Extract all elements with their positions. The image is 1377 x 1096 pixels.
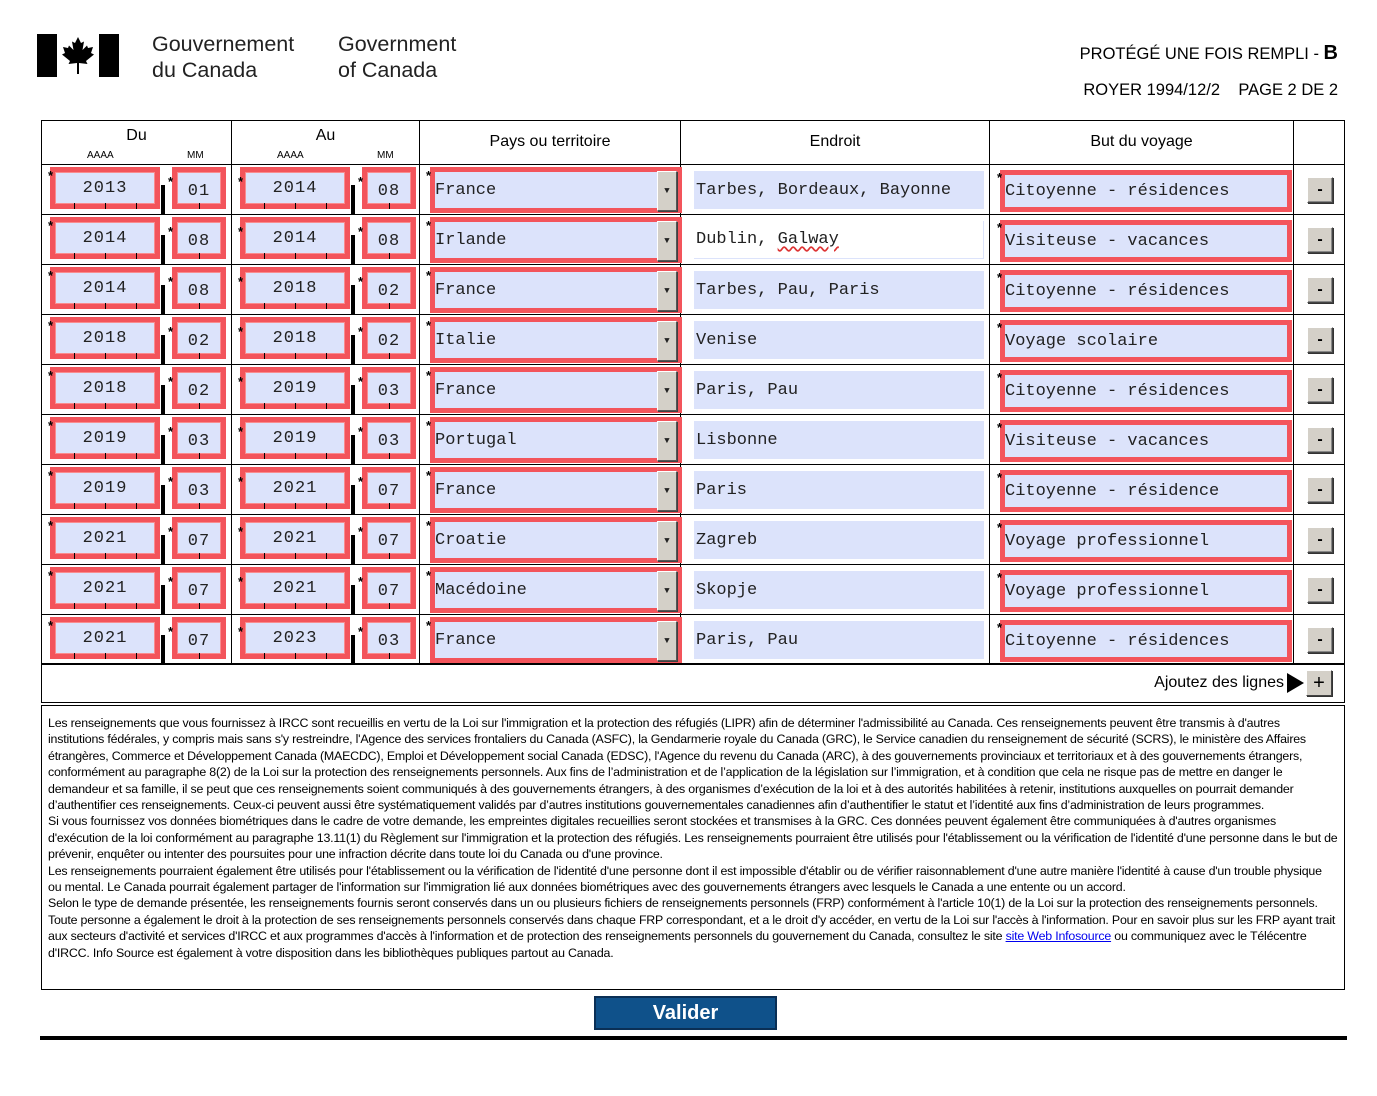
- to-year-value: 2019: [272, 378, 318, 398]
- header-from-month-sub: MM: [187, 150, 204, 161]
- required-marker: *: [168, 524, 174, 539]
- purpose-input[interactable]: [1000, 370, 1292, 412]
- header-place-label: Endroit: [809, 133, 861, 150]
- from-month-value: 07: [187, 531, 211, 551]
- to-year-input[interactable]: [240, 417, 350, 459]
- purpose-value: Citoyenne - résidences: [1005, 181, 1230, 201]
- table-row: [42, 265, 1344, 315]
- from-year-input[interactable]: [50, 467, 160, 509]
- flag-bar-right: [99, 34, 119, 77]
- header-to-month-sub: MM: [377, 150, 394, 161]
- remove-row-button[interactable]: -: [1307, 477, 1333, 503]
- from-month-value: 03: [187, 481, 211, 501]
- table-body: [42, 165, 1344, 665]
- date-separator: [161, 435, 165, 465]
- country-select[interactable]: [430, 617, 682, 663]
- required-marker: *: [426, 618, 432, 633]
- required-marker: *: [426, 468, 432, 483]
- to-month-value: 08: [377, 181, 401, 201]
- remove-row-button[interactable]: -: [1307, 177, 1333, 203]
- from-month-input[interactable]: [172, 617, 226, 659]
- to-month-input[interactable]: [362, 517, 416, 559]
- from-month-value: 03: [187, 431, 211, 451]
- required-marker: *: [168, 174, 174, 189]
- flag-bar-left: [37, 34, 57, 77]
- date-separator: [351, 235, 355, 265]
- to-year-input[interactable]: [240, 367, 350, 409]
- date-separator: [161, 485, 165, 515]
- from-year-input[interactable]: [50, 217, 160, 259]
- notice-paragraph-4: [48, 895, 1338, 961]
- required-marker: *: [168, 274, 174, 289]
- date-separator: [351, 535, 355, 565]
- place-input[interactable]: [694, 371, 984, 409]
- required-marker: *: [238, 574, 244, 589]
- required-marker: *: [168, 574, 174, 589]
- dropdown-arrow-icon[interactable]: ▼: [657, 521, 677, 561]
- dropdown-arrow-icon[interactable]: ▼: [657, 221, 677, 261]
- place-input[interactable]: [694, 521, 984, 559]
- from-year-value: 2019: [82, 428, 128, 448]
- to-year-input[interactable]: [240, 617, 350, 659]
- purpose-input[interactable]: [1000, 170, 1292, 212]
- place-input[interactable]: [694, 171, 984, 209]
- maple-leaf-icon: [62, 37, 94, 74]
- to-month-input[interactable]: [362, 467, 416, 509]
- required-marker: *: [426, 218, 432, 233]
- required-marker: *: [48, 268, 54, 283]
- purpose-value: Citoyenne - résidences: [1005, 281, 1230, 301]
- purpose-value: Voyage professionnel: [1005, 581, 1210, 601]
- required-marker: *: [48, 518, 54, 533]
- from-year-value: 2013: [82, 178, 128, 198]
- required-marker: *: [358, 624, 364, 639]
- place-input[interactable]: [694, 421, 984, 459]
- required-marker: *: [168, 424, 174, 439]
- from-month-value: 08: [187, 231, 211, 251]
- to-year-input[interactable]: [240, 217, 350, 259]
- add-row-button[interactable]: +: [1306, 670, 1332, 696]
- from-year-value: 2021: [82, 628, 128, 648]
- required-marker: *: [168, 624, 174, 639]
- required-marker: *: [997, 520, 1003, 535]
- header-country: [420, 121, 681, 164]
- travel-history-table: [41, 120, 1345, 703]
- header-to-year-sub: AAAA: [277, 150, 304, 161]
- country-select[interactable]: [430, 317, 682, 363]
- from-year-value: 2014: [82, 228, 128, 248]
- to-month-input[interactable]: [362, 167, 416, 209]
- place-value: Paris, Pau: [696, 630, 799, 650]
- table-row: [42, 165, 1344, 215]
- header-to-label: Au: [315, 127, 336, 144]
- to-month-value: 07: [377, 581, 401, 601]
- required-marker: *: [358, 174, 364, 189]
- from-month-input[interactable]: [172, 267, 226, 309]
- country-value: France: [435, 480, 497, 500]
- table-row: [42, 465, 1344, 515]
- required-marker: *: [997, 170, 1003, 185]
- required-marker: *: [168, 374, 174, 389]
- header-country-label: Pays ou territoire: [489, 133, 611, 150]
- header-from: [42, 121, 232, 164]
- date-separator: [161, 535, 165, 565]
- country-select[interactable]: [430, 367, 682, 413]
- to-year-value: 2018: [272, 278, 318, 298]
- date-separator: [351, 635, 355, 665]
- dropdown-arrow-icon[interactable]: ▼: [657, 271, 677, 311]
- to-month-value: 02: [377, 281, 401, 301]
- required-marker: *: [997, 420, 1003, 435]
- protection-label: PROTÉGÉ UNE FOIS REMPLI -: [1079, 45, 1324, 63]
- notice-paragraph-3: Les renseignements pourraient également être utilisés pour l'établissement ou la vérification de l'identité d'une personne dont il est impossible d'établir ou de vérifier raisonnablement d'une autre manière l'identité à cause d'un trouble physique ou mental. Le Canada pourrait également partager de l'information sur l'immigration lié aux données biométriques avec des gouvernements étrangers avec lesquels le Canada a une entente ou un accord.: [48, 863, 1322, 895]
- bottom-divider: [40, 1036, 1347, 1040]
- table-row: [42, 565, 1344, 615]
- country-select[interactable]: [430, 517, 682, 563]
- notice-paragraph-2: Si vous fournissez vos données biométriques dans le cadre de votre demande, les empreintes digitales recueillies seront stockées et transmises à la GRC. Ces données peuvent également être communiquées à d'autres organismes d'exécution de la loi conformément au paragraphe 13.11(1) du Règlement sur l'immigration et la protection des réfugiés. Les renseignements pourraient être utilisés pour l'établissement ou la vérification de l'identité d'une personne dans le but de prévenir, enquêter ou intenter des poursuites pour une infraction décrite dans toute loi du Canada ou d'une province.: [48, 814, 1338, 862]
- to-year-input[interactable]: [240, 567, 350, 609]
- from-month-value: 07: [187, 631, 211, 651]
- arrow-right-icon: [1287, 673, 1304, 693]
- to-month-input[interactable]: [362, 217, 416, 259]
- purpose-input[interactable]: [1000, 570, 1292, 612]
- notice-p4-text-after: ou communiquez avec le Télécentre d'IRCC. Info Source est également à votre disposition dans les bibliothèques publiques partout au Canada.: [48, 929, 1307, 960]
- country-value: Portugal: [435, 430, 517, 450]
- place-input[interactable]: [694, 221, 984, 259]
- purpose-value: Voyage professionnel: [1005, 531, 1210, 551]
- dropdown-arrow-icon[interactable]: ▼: [657, 621, 677, 661]
- government-name-fr: [152, 31, 294, 83]
- to-month-input[interactable]: [362, 317, 416, 359]
- from-year-value: 2021: [82, 578, 128, 598]
- privacy-notice: [41, 705, 1345, 990]
- required-marker: *: [48, 568, 54, 583]
- required-marker: *: [997, 270, 1003, 285]
- country-select[interactable]: [430, 267, 682, 313]
- to-month-value: 02: [377, 331, 401, 351]
- from-year-value: 2021: [82, 528, 128, 548]
- country-value: France: [435, 630, 497, 650]
- date-separator: [351, 285, 355, 315]
- from-year-input[interactable]: [50, 517, 160, 559]
- required-marker: *: [358, 224, 364, 239]
- table-header: [42, 121, 1344, 165]
- to-year-value: 2023: [272, 628, 318, 648]
- to-month-value: 03: [377, 431, 401, 451]
- purpose-value: Visiteuse - vacances: [1005, 431, 1210, 451]
- required-marker: *: [358, 524, 364, 539]
- from-year-input[interactable]: [50, 617, 160, 659]
- table-row: [42, 515, 1344, 565]
- required-marker: *: [48, 318, 54, 333]
- purpose-value: Visiteuse - vacances: [1005, 231, 1210, 251]
- from-month-value: 07: [187, 581, 211, 601]
- place-value: Lisbonne: [696, 430, 778, 450]
- header-purpose-label: But du voyage: [1090, 133, 1193, 150]
- required-marker: *: [358, 274, 364, 289]
- required-marker: *: [997, 470, 1003, 485]
- remove-row-button[interactable]: -: [1307, 577, 1333, 603]
- place-input[interactable]: [694, 621, 984, 659]
- table-row: [42, 365, 1344, 415]
- purpose-input[interactable]: [1000, 420, 1292, 462]
- notice-p4-text: Selon le type de demande présentée, les renseignements fournis seront conservés dans un ou plusieurs fichiers de renseignements personnels (FRP) conformément à l'article 10(1) de la Loi sur la protection des renseignements personnels. Toute personne a également le droit à la protection de ses renseignements personnels conservés dans chaque FRP correspondant, et a le droit d'y accéder, en vertu de la Loi sur l'accès à l'information. Pour en savoir plus sur les FRP ayant trait aux secteurs d'activité et services d'IRCC et aux programmes d'accès à l'information et de protection des renseignements personnels du gouvernement du Canada, consultez le site: [48, 896, 1336, 944]
- table-row: [42, 315, 1344, 365]
- date-separator: [351, 435, 355, 465]
- country-select[interactable]: [430, 467, 682, 513]
- date-separator: [351, 335, 355, 365]
- required-marker: *: [48, 218, 54, 233]
- to-year-input[interactable]: [240, 317, 350, 359]
- from-month-input[interactable]: [172, 417, 226, 459]
- required-marker: *: [426, 268, 432, 283]
- table-row: [42, 415, 1344, 465]
- remove-row-button[interactable]: -: [1307, 227, 1333, 253]
- from-month-value: 01: [187, 181, 211, 201]
- date-separator: [351, 585, 355, 615]
- place-value: Paris, Pau: [696, 380, 799, 400]
- from-month-value: 08: [187, 281, 211, 301]
- place-value: Paris: [696, 480, 748, 500]
- date-separator: [351, 485, 355, 515]
- to-month-input[interactable]: [362, 367, 416, 409]
- from-year-input[interactable]: [50, 367, 160, 409]
- required-marker: *: [48, 168, 54, 183]
- country-value: France: [435, 180, 497, 200]
- to-year-value: 2014: [272, 228, 318, 248]
- remove-row-button[interactable]: -: [1307, 627, 1333, 653]
- from-year-input[interactable]: [50, 167, 160, 209]
- to-year-input[interactable]: [240, 467, 350, 509]
- protection-level: [1080, 42, 1338, 65]
- dropdown-arrow-icon[interactable]: ▼: [657, 571, 677, 611]
- remove-row-button[interactable]: -: [1307, 527, 1333, 553]
- required-marker: *: [238, 474, 244, 489]
- required-marker: *: [168, 324, 174, 339]
- from-year-input[interactable]: [50, 417, 160, 459]
- required-marker: *: [997, 370, 1003, 385]
- required-marker: *: [238, 374, 244, 389]
- country-select[interactable]: [430, 567, 682, 613]
- from-year-value: 2018: [82, 378, 128, 398]
- purpose-value: Citoyenne - résidence: [1005, 481, 1220, 501]
- purpose-input[interactable]: [1000, 320, 1292, 362]
- to-year-value: 2021: [272, 528, 318, 548]
- to-month-input[interactable]: [362, 267, 416, 309]
- purpose-input[interactable]: [1000, 620, 1292, 662]
- required-marker: *: [238, 524, 244, 539]
- date-separator: [161, 635, 165, 665]
- required-marker: *: [426, 518, 432, 533]
- place-value: Tarbes, Bordeaux, Bayonne: [696, 180, 952, 200]
- from-month-input[interactable]: [172, 467, 226, 509]
- header-from-year-sub: AAAA: [87, 150, 114, 161]
- purpose-input[interactable]: [1000, 470, 1292, 512]
- remove-row-button[interactable]: -: [1307, 377, 1333, 403]
- to-year-value: 2018: [272, 328, 318, 348]
- dropdown-arrow-icon[interactable]: ▼: [657, 421, 677, 461]
- date-separator: [351, 385, 355, 415]
- dropdown-arrow-icon[interactable]: ▼: [657, 371, 677, 411]
- from-year-input[interactable]: [50, 567, 160, 609]
- required-marker: *: [997, 570, 1003, 585]
- to-year-input[interactable]: [240, 517, 350, 559]
- country-select[interactable]: [430, 417, 682, 463]
- to-year-input[interactable]: [240, 167, 350, 209]
- place-value: Dublin, Galway: [696, 230, 839, 249]
- date-separator: [161, 235, 165, 265]
- canada-flag-logo: [37, 34, 119, 77]
- country-value: Italie: [435, 330, 497, 350]
- add-rows-label: Ajoutez des lignes: [1154, 674, 1284, 691]
- required-marker: *: [48, 468, 54, 483]
- header-to: [232, 121, 420, 164]
- remove-row-button[interactable]: -: [1307, 277, 1333, 303]
- place-value: Tarbes, Pau, Paris: [696, 280, 880, 300]
- required-marker: *: [48, 618, 54, 633]
- country-select[interactable]: [430, 167, 682, 213]
- required-marker: *: [997, 220, 1003, 235]
- validate-button[interactable]: Valider: [594, 996, 777, 1030]
- remove-row-button[interactable]: -: [1307, 427, 1333, 453]
- place-input[interactable]: [694, 471, 984, 509]
- notice-paragraph-1: Les renseignements que vous fournissez à IRCC sont recueillis en vertu de la Loi sur l'immigration et la protection des réfugiés (LIPR) afin de déterminer l'admissibilité au Canada. Ces renseignements peuvent être transmis à d'autres institutions fédérales, y compris mais sans s'y restreindre, l'Agence des services frontaliers du Canada (ASFC), la Gendarmerie royale du Canada (GRC), le Service canadien du renseignement de sécurité (SCRS), le ministère des Affaires étrangères, Commerce et Développement Canada (MAECDC), Emploi et Développement social Canada (EDSC), l'Agence du revenu du Canada (ARC), à des gouvernements provinciaux et territoriaux et à des gouvernements étrangers, conformément au paragraphe 8(2) de la Loi sur la protection des renseignements personnels. Aux fins de l’administration et de l’application de la législation sur l’immigration, et à condition que cela ne risque pas de mettre en danger le demandeur et sa famille, il se peut que ces renseignements soient communiqués à des gouvernements étrangers, à des organismes d’exécution de la loi et à des autorités habilitées à retenir, institutions auxquelles on pourrait demander d’authentifier ces renseignements. Ceux-ci peuvent aussi être systématiquement validés par d’autres institutions gouvernementales canadiennes afin d’authentifier le statut et l’identité aux fins d’administration de leurs programmes.: [48, 716, 1306, 813]
- country-value: France: [435, 380, 497, 400]
- from-month-input[interactable]: [172, 517, 226, 559]
- to-month-value: 03: [377, 381, 401, 401]
- place-value: Zagreb: [696, 530, 758, 550]
- required-marker: *: [358, 424, 364, 439]
- required-marker: *: [426, 568, 432, 583]
- gov-fr-line1: Gouvernement: [152, 32, 295, 56]
- required-marker: *: [997, 320, 1003, 335]
- required-marker: *: [168, 474, 174, 489]
- header-purpose: [990, 121, 1294, 164]
- country-value: Irlande: [435, 230, 507, 250]
- from-year-input[interactable]: [50, 267, 160, 309]
- from-year-value: 2014: [82, 278, 128, 298]
- from-year-value: 2019: [82, 478, 128, 498]
- from-month-value: 02: [187, 381, 211, 401]
- required-marker: *: [238, 624, 244, 639]
- from-month-input[interactable]: [172, 567, 226, 609]
- required-marker: *: [426, 168, 432, 183]
- header-place: [681, 121, 990, 164]
- date-separator: [161, 585, 165, 615]
- country-value: France: [435, 280, 497, 300]
- dropdown-arrow-icon[interactable]: ▼: [657, 321, 677, 361]
- page-info: ROYER 1994/12/2 PAGE 2 DE 2: [1083, 81, 1338, 99]
- required-marker: *: [358, 374, 364, 389]
- required-marker: *: [238, 224, 244, 239]
- to-month-input[interactable]: [362, 567, 416, 609]
- dropdown-arrow-icon[interactable]: ▼: [657, 471, 677, 511]
- purpose-value: Citoyenne - résidences: [1005, 381, 1230, 401]
- country-value: Macédoine: [435, 580, 527, 600]
- from-month-input[interactable]: [172, 217, 226, 259]
- infosource-link[interactable]: site Web Infosource: [1005, 929, 1112, 944]
- gov-fr-line2: du Canada: [152, 58, 258, 82]
- place-value: Venise: [696, 330, 758, 350]
- required-marker: *: [426, 368, 432, 383]
- required-marker: *: [48, 418, 54, 433]
- purpose-value: Voyage scolaire: [1005, 331, 1159, 351]
- purpose-input[interactable]: [1000, 520, 1292, 562]
- required-marker: *: [238, 324, 244, 339]
- to-year-value: 2021: [272, 478, 318, 498]
- to-month-value: 07: [377, 531, 401, 551]
- required-marker: *: [358, 324, 364, 339]
- to-year-value: 2021: [272, 578, 318, 598]
- from-year-input[interactable]: [50, 317, 160, 359]
- remove-row-button[interactable]: -: [1307, 327, 1333, 353]
- gov-en-line1: Government: [338, 32, 457, 56]
- date-separator: [161, 185, 165, 215]
- place-input[interactable]: [694, 271, 984, 309]
- required-marker: *: [358, 474, 364, 489]
- to-month-value: 08: [377, 231, 401, 251]
- purpose-value: Citoyenne - résidences: [1005, 631, 1230, 651]
- required-marker: *: [238, 274, 244, 289]
- required-marker: *: [48, 368, 54, 383]
- from-month-input[interactable]: [172, 167, 226, 209]
- government-name-en: [338, 31, 456, 83]
- to-month-input[interactable]: [362, 417, 416, 459]
- country-value: Croatie: [435, 530, 507, 550]
- from-month-input[interactable]: [172, 367, 226, 409]
- required-marker: *: [168, 224, 174, 239]
- header-from-label: Du: [126, 127, 147, 144]
- to-year-input[interactable]: [240, 267, 350, 309]
- table-row: [42, 615, 1344, 665]
- to-year-value: 2014: [272, 178, 318, 198]
- to-month-input[interactable]: [362, 617, 416, 659]
- to-month-value: 07: [377, 481, 401, 501]
- country-select[interactable]: [430, 217, 682, 263]
- from-month-input[interactable]: [172, 317, 226, 359]
- dropdown-arrow-icon[interactable]: ▼: [657, 171, 677, 211]
- required-marker: *: [426, 418, 432, 433]
- date-separator: [351, 185, 355, 215]
- place-input[interactable]: [694, 571, 984, 609]
- place-value: Skopje: [696, 580, 758, 600]
- table-row: [42, 215, 1344, 265]
- purpose-input[interactable]: [1000, 220, 1292, 262]
- from-month-value: 02: [187, 331, 211, 351]
- from-year-value: 2018: [82, 328, 128, 348]
- required-marker: *: [358, 574, 364, 589]
- required-marker: *: [238, 424, 244, 439]
- place-input[interactable]: [694, 321, 984, 359]
- add-rows-bar: [42, 665, 1344, 702]
- date-separator: [161, 335, 165, 365]
- date-separator: [161, 385, 165, 415]
- required-marker: *: [997, 620, 1003, 635]
- to-year-value: 2019: [272, 428, 318, 448]
- to-month-value: 03: [377, 631, 401, 651]
- required-marker: *: [426, 318, 432, 333]
- protection-level-letter: B: [1323, 42, 1338, 64]
- required-marker: *: [238, 174, 244, 189]
- gov-en-line2: of Canada: [338, 58, 438, 82]
- date-separator: [161, 285, 165, 315]
- purpose-input[interactable]: [1000, 270, 1292, 312]
